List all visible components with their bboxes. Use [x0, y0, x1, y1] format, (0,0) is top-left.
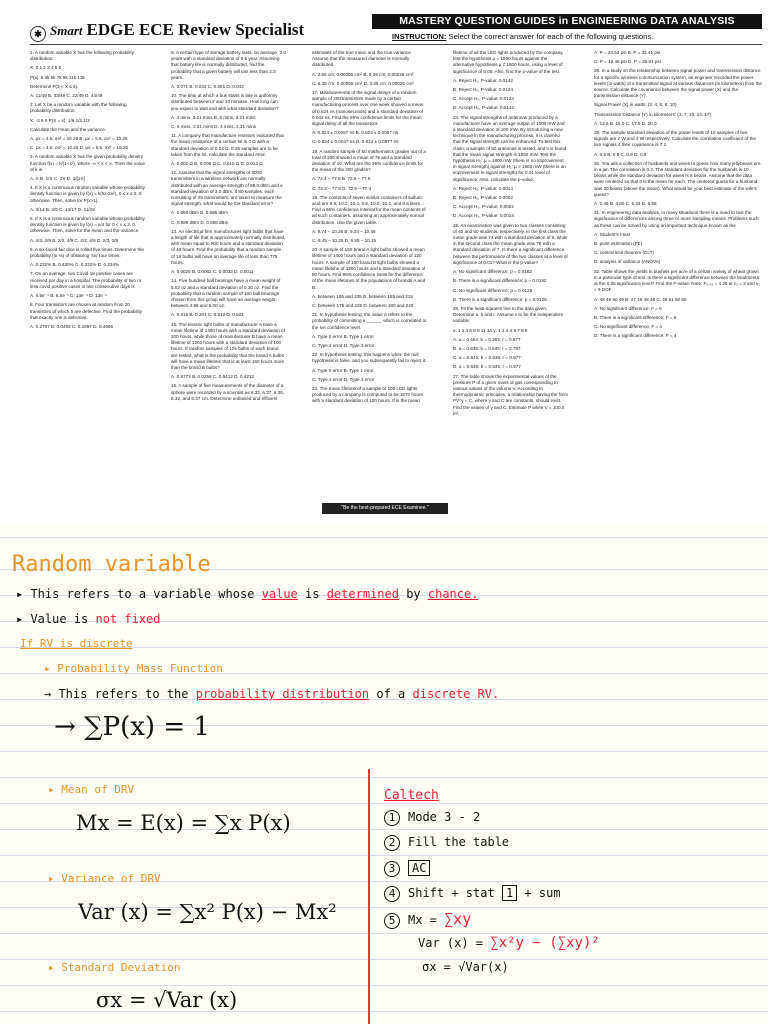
question-line: A. Type 0 error B. Type 1 error	[312, 333, 374, 339]
bullet-keyword-value: value	[261, 587, 298, 601]
key-1: 1	[502, 885, 517, 901]
question-line: A. π B. 1/π C. 2π D. 1/(2π)	[30, 176, 86, 182]
step-number: 1	[384, 810, 400, 826]
pmf-def-text: This refers to the	[58, 687, 189, 701]
question-line: A. 4 mins, 3.21 mins B. 6 mins, 3.21 mins	[171, 114, 256, 120]
mean-formula: Mx = E(x) = ∑x P(x)	[76, 811, 291, 835]
question-line: A. Reject H₀, P-value: 0.0014	[453, 185, 513, 191]
question-line: 29. The sample standard deviation of the power levels of 10 samples of two signals are 2 W and 4 W respectively. Calculate the correlation coefficient of the two signals if their covariance is 7.2.	[594, 130, 756, 148]
step-formula: ∑xy	[444, 910, 472, 928]
step-number: 4	[384, 886, 400, 902]
question-line: X: -3 6 9 P(X = x): 1/6 1/2 1/3	[30, 117, 90, 123]
definition-bullet: ▸ This refers to a variable whose value is determined by chance.	[16, 587, 479, 601]
question-line: C. 6 mins, 2.31 mins D. 4 mins, 2.31 mins	[171, 124, 257, 130]
question-line: C. P = 12.45 psi D. P = 25.91 psi	[594, 59, 661, 65]
brand-title: EDGE ECE Review Specialist	[86, 20, 305, 39]
sd-heading-text: Standard Deviation	[61, 961, 181, 974]
question-line: 12. Assume that the signal strengths of 3000 transmitters in a wireless network are normally distributed with an average strength of 88.0 dBm and a standard deviation of 3.0 dBm. If 80 samples, each consisting of 25 transmitters, are taken to measure the signal strength, what would be the standard error?	[171, 170, 283, 207]
variance-calc-label: Var (x) =	[418, 936, 484, 950]
pmf-sum-formula: → ∑P(x) = 1	[54, 712, 210, 742]
bullet-text-by: by	[406, 587, 421, 601]
question-line: D. Accept H₀, P-value: 0.0014	[453, 213, 514, 219]
question-line: A. 3/14 B. 4/5 C. 14/17 D. 11/28	[30, 206, 95, 212]
question-line: A. 3.65 cm; 0.00055 cm² B. 6.35 cm; 0.00025 cm²	[312, 71, 414, 77]
step-3	[384, 860, 430, 877]
question-line: B. a = 0.636; b = 0.545; r = 0.797	[453, 345, 521, 351]
question-line: C. Type 2 error D. Type 3 error	[312, 342, 375, 348]
question-line: 24. The signal strengths of antennas produced by a manufacturer have an average output of 1800 mW and a standard deviation of 100 mW. By introducing a new technique in the manufacturing process, it is claimed that the signal strength can be enhanced. To test this claim, a sample of 50 antennas is tested, and it is found that the mean signal strength is 1850 mW. Test the hypothesis H₀: μ = 1800 mW (there is no improvement in signal strength) against H₁: μ > 1800 mW (there is an improvement in signal strength) for 0.01 level of significance. Also, calculate the p-value.	[453, 114, 567, 182]
bullet-keyword-chance: chance.	[427, 587, 479, 601]
question-line: 30. You ask a collection of husbands and wives to guess how many jellybeans are in a jar. The correlation is 0.2. The standard deviation for the husbands is 10 beans while the standard deviation for wives is 8 beans. Assume that the data were centered so that 0 is the mean for each. The centered guess for a husband was 30 beans (above the mean). What would be your best estimate of the wife's guess?	[594, 160, 761, 197]
step-4	[384, 885, 561, 902]
pmf-definition: → This refers to the probability distribution of a discrete RV.	[44, 687, 500, 701]
question-line: A. a = 0.454; b = 0.363; r = 0.977	[453, 336, 521, 342]
question-column-5	[594, 50, 762, 495]
question-line: C. Accept H₀, P-value: 0.0124	[453, 96, 514, 102]
discrete-heading: If RV is discrete	[20, 637, 133, 650]
bullet-text: This refers to a variable whose	[30, 587, 255, 601]
question-line: B. There is a significant difference; p = 0.0182	[453, 278, 547, 284]
question-line: A. 0.002 Ω B. 0.006 Ω C. 0.010 Ω D. 0.012 Ω	[171, 161, 263, 167]
question-line: 28. In a study on the relationship between signal power and transmission distance for a specific wireless communication system, an engineer recorded the power levels (in watts) of a transmitted signal at various distances (in kilometers) from the source. Calculate the covariance between the signal power (X) and the transmission distance (Y).	[594, 68, 762, 99]
mean-heading: ▸ Mean of DRV	[48, 783, 135, 796]
question-line: A. No significant difference; p = 0.0182	[453, 269, 532, 275]
question-line: 3. A random variable X has the given probability density function f(x) = k/(1+x²), where -∞ < x < ∞. Then the value of k is	[30, 154, 145, 172]
question-line: A. 72.4 – 77.6 B. 72.5 – 77.5	[312, 176, 371, 182]
question-line: C. Type 2 error D. Type 3 error	[312, 376, 375, 382]
instruction-text: Select the correct answer for each of the following questions.	[448, 32, 654, 41]
pmf-heading: ▸ Probability Mass Function	[44, 662, 223, 675]
question-line: A. 0.071 B. 0.032 C. 0.081 D. 0.042	[171, 84, 244, 90]
pmf-label: Probability Mass Function	[57, 662, 223, 675]
question-line: 17. Measurements of the signal delays of a random sample of 200 transistors made by a certain manufacturing process over one week showed a mean of 0.824 ns (nanoseconds) and a standard deviation of 0.042 ns. Find the 95% confidence limits for the mean signal delay of all the transistors.	[312, 90, 424, 127]
bullet-text-value: Value is	[30, 612, 89, 626]
question-line: A. P = 24.53 psi B. P = 32.41 psi	[594, 50, 661, 55]
question-line: 10. The time at which a bus starts is late is uniformly distributed between 2 and 10 minutes. How long can you expect to wait and with what standard deviation?	[171, 93, 279, 111]
question-line: D. Accept H₀, P-value: 0.0142	[453, 105, 514, 111]
question-column-3	[312, 50, 427, 495]
question-line: B. Reject H₀, P-value: 0.0002	[453, 195, 513, 201]
question-line: P(x): k 3k 5k 7k 9k 11k 13k	[30, 74, 85, 80]
question-line: C. between 175 and 225 D. between 180 and 240	[312, 302, 414, 308]
question-line: A. between 165 and 235 B. between 185 and 215	[312, 293, 413, 299]
question-line: 20. A sample of 150 brand A light bulbs showed a mean lifetime of 1400 hours and a standard deviation of 120 hours. A sample of 100 brand B light bulbs showed a mean lifetime of 1200 hours and a standard deviation of 80 hours. Find 95% confidence limits for the difference of the mean lifetimes of the populations of brands A and B.	[312, 247, 426, 290]
question-line: A. Reject H₀, P-value: 0.0142	[453, 77, 513, 83]
question-line: D. analysis of variance (ANOVA)	[594, 259, 661, 265]
variance-heading-text: Variance of DRV	[61, 872, 161, 885]
question-line: 7. On an average, two Covid-19 positive cases are received per day in a hospital. The probability of two or less covid positive cases in two consecutive days is	[30, 271, 142, 289]
question-line: 5. If X is a continuous random variable whose probability density function is given by f(x) = x/4 for 0 < x ≤ 2, 0 otherwise. Then, solve for the mean and the variance.	[30, 216, 145, 234]
question-line: D. There is a significant difference; p = 0.0128	[453, 296, 547, 302]
question-line: 2. Let X be a random variable with the following probability distribution:	[30, 102, 127, 114]
question-line: A. Student's t-test	[594, 231, 631, 237]
question-column-2	[171, 50, 286, 495]
question-line: B. point estimation (PE)	[594, 241, 643, 247]
notes-title: Random variable	[12, 552, 211, 577]
question-line: 1. A random variable X has the following probability distribution:	[30, 50, 134, 62]
pmf-keyword-rv: discrete RV.	[412, 687, 500, 701]
question-column-1	[30, 50, 145, 495]
sheet-footer: "Be the best-prepared ECE Examinee."	[322, 503, 448, 514]
sd-heading: ▸ Standard Deviation	[48, 961, 181, 974]
question-line: C. 9.45 – 10.25 D. 9.85 – 10.15	[312, 238, 377, 244]
question-line: 16. A sample of five measurements of the diameter of a sphere were recorded by a scientist as 6.33, 6.37, 6.36, 6.32, and 6.37 cm. Determine unbiased and efficient	[171, 383, 285, 401]
question-line: Transmission Distance (Y) in kilometers: (3, 7, 10, 14, 17)	[594, 111, 712, 117]
question-line: Signal Power (X) in watts: (2, 4, 6, 8, 10)	[594, 102, 677, 108]
question-column-4	[453, 50, 568, 495]
step-number: 2	[384, 835, 400, 851]
question-line: 27. The table shows the experimental values of the pressure P of a given mass of gas corresponding to various values of the volume V. According to thermodynamic principles, a relationship having the form PV^γ = C, where γ and C are constants, should exist. Find the values of γ and C. Estimate P when V = 100.0 in³.	[453, 373, 568, 416]
step-text: Fill the table	[408, 835, 510, 849]
handwritten-notes	[0, 524, 768, 1024]
question-line: 13. An electrical firm manufactures light bulbs that have a length of life that is approximately normally distributed, with mean equal to 800 hours and a standard deviation of 40 hours. Find the probability that a random sample of 16 bulbs will have an average life of less than 775 hours.	[171, 228, 286, 265]
question-line: A: 48 49 50 49 B: 47 49 48 48 C: 49 51 50 50	[594, 296, 687, 302]
brand-logo	[30, 20, 304, 42]
step-number: 5	[384, 913, 400, 929]
question-line: lifetime of all the LED lights produced by the company, test the hypothesis μ = 1600 hours against the alternative hypothesis μ ≠ 1600 hours, using a level of significance of 0.05. Also, find the p-value of the test.	[453, 50, 564, 74]
pmf-keyword-distribution: probability distribution	[195, 687, 370, 701]
question-line: A. 6.5e⁻⁴ B. 6.5e⁻¹ C. 13e⁻⁴ D. 13e⁻¹	[30, 293, 107, 299]
question-line: D. There is a significant difference; F = 4	[594, 333, 677, 339]
question-line: 15. The electric light bulbs of manufacturer A have a mean lifetime of 1400 hours with a standard deviation of 200 hours, while those of manufacturer B have a mean lifetime of 1200 hours with a standard deviation of 100 hours. If random samples of 125 bulbs of each brand are tested, what is the probability that the brand A bulbs will have a mean lifetime that is at least 160 hours more than the brand B bulbs?	[171, 321, 285, 370]
question-line: 22. In hypothesis testing, this happens when the null hypothesis is false, and you subsequently fail to reject it.	[312, 352, 427, 364]
question-line: A. 9.74 – 10.26 B. 9.34 – 10.46	[312, 228, 376, 234]
step-tail: + sum	[524, 886, 561, 900]
step-text: Mx =	[408, 913, 437, 927]
question-line: C. 0.589 dBm D. 0.598 dBm	[171, 219, 229, 225]
header-divider	[30, 44, 762, 45]
sd-calc: σx = √Var(x)	[422, 960, 509, 974]
question-line: A. 0.0025 B. 0.0062 C. 0.0032 D. 0.0011	[171, 269, 254, 275]
question-line: A. 11/49 B. 33/49 C. 22/49 D. 44/49	[30, 93, 103, 99]
step-text: Shift + stat	[408, 886, 495, 900]
step-5	[384, 910, 471, 929]
question-line: A. 2.48 B. 4.80 C. 5.33 D. 6.58	[594, 201, 657, 207]
question-line: 21. In hypothesis testing, the value α refers to the probability of committing a ______ which is correlated to the set confidence level.	[312, 312, 427, 330]
question-line: 6. A six-faced fair dice is rolled five times. Determine the probability (in %) of obtaining 'six' four times.	[30, 246, 144, 259]
sd-formula: σx = √Var (x)	[96, 988, 238, 1012]
variance-heading: ▸ Variance of DRV	[48, 872, 161, 885]
ac-key: AC	[408, 860, 430, 876]
step-1	[384, 810, 480, 826]
sheet-header: MASTERY QUESTION GUIDES in ENGINEERING DATA ANALYSIS	[372, 14, 762, 29]
question-line: A. Type 0 error B. Type 1 error	[312, 367, 374, 373]
caltech-heading: Caltech	[384, 788, 439, 803]
question-line: 14. Five hundred ball bearings have a mean weight of 5.02 oz and a standard deviation of 0.30 oz. Find the probability that a random sample of 100 ball bearings chosen from this group will have an average weight, between 4.96 and 5.00 oz.	[171, 278, 281, 309]
question-line: B. There is a significant difference; F = 6	[594, 314, 677, 320]
question-line: C. 6.35 cm; 0.00055 cm² D. 3.35 cm; 0.00025 cm²	[312, 80, 414, 86]
step-number: 3	[384, 861, 400, 877]
question-line: 11. A company that manufacture resistors indicated that the mean resistance of a certain lot is 4 Ω with a standard deviation of 0.03 Ω. If 25 samples are to be taken from the lot, calculate the standard error.	[171, 133, 284, 157]
step-text: Mode 3 - 2	[408, 810, 481, 824]
question-line: A. 0.659 dBm B. 0.685 dBm	[171, 210, 228, 216]
question-line: A. 0.232% B. 0.430% C. 0.322% D. 0.234%	[30, 262, 120, 268]
bullet-text-is: is	[305, 587, 320, 601]
question-line: C. a = 0.545; b = 0.636; r = 0.977	[453, 355, 521, 361]
question-line: C. μx = 4.5, σx² = 10.25 D. μx = 5.5, σx² = 16.25	[30, 145, 129, 151]
question-line: A. 4/3, 2/9 B. 2/3, 4/9 C. 4/3, 4/9 D. 2/3, 2/9	[30, 237, 119, 243]
variance-formula: Var (x) = ∑x² P(x) − Mx²	[78, 900, 337, 924]
bullet-keyword-not-fixed: not fixed	[95, 612, 161, 626]
question-line: A. 12.5 B. 15.0 C. 17.5 D. 20.0	[594, 120, 657, 126]
pmf-def-text-of: of a	[376, 687, 406, 701]
question-line: 31. In engineering data analysis, in many situations there is a need to test the significance of differences among three or more sampling means. Problems such as these can be solved by using an important technique known as the	[594, 210, 759, 228]
question-line: x: 1 3 4 6 8 9 11 14 y: 1 2 4 4 5 7 8 9	[453, 327, 528, 333]
variance-calc-formula: ∑x²y − (∑xy)²	[490, 935, 600, 951]
bullet-keyword-determined: determined	[326, 587, 399, 601]
question-line: C. central limit theorem (CLT)	[594, 250, 654, 256]
question-line: 9. A certain type of storage battery lasts, on average, 3.0 years with a standard deviation of 0.5 year. Assuming that battery life is normally distributed, find the probability that a given battery will last less than 2.3 years.	[171, 50, 286, 80]
step-2	[384, 835, 509, 851]
question-line: A. No significant difference; F = 6	[594, 305, 662, 311]
question-line: B. Reject H₀, P-value: 0.0124	[453, 87, 513, 93]
instruction-label: INSTRUCTION:	[392, 32, 447, 41]
question-line: A. 0.824 ± 0.0057 ns B. 0.824 ± 0.0067 ns	[312, 130, 399, 136]
sum-formula-text: ∑P(x) = 1	[84, 712, 210, 742]
question-line: 4. If X is a continuous random variable whose probability density function is given by f(x) = k(5x-2x²), 0 ≤ x ≤ 2, 0 otherwise. Then, solve for P(x>1).	[30, 185, 145, 203]
question-line: 8. Four transistors are chosen at random from 20 transistors of which 5 are defective. Find the probability that exactly one is defective.	[30, 302, 143, 320]
question-line: 32. Table shows the yields in bushels per acre of a certain variety of wheat grown in a particular type of soil. Is there a significant difference between the treatments at the 0.05 significance level? Find the F-value. Note: F₀.₀₅ = 4.26 at n₁ = 2 and v₂ = 9 DOF.	[594, 268, 761, 293]
question-line: C. No significant difference; p = 0.0128	[453, 287, 533, 293]
notes-margin-line	[368, 769, 370, 1024]
question-line: C. 0.824 ± 0.0047 ns D. 0.824 ± 0.0077 ns	[312, 139, 399, 145]
question-line: A. 0.216 B. 0.281 C. 0.512 D. 0.521	[171, 312, 244, 318]
question-line: C. Accept H₀, P-value: 0.0002	[453, 204, 514, 210]
question-line: A. μx = 4.5, σx² = 16.25 B. μx = 5.5, σx² = 10.25	[30, 136, 128, 142]
question-line: Determine P(3 < X ≤ 6).	[30, 83, 79, 89]
mean-heading-text: Mean of DRV	[61, 783, 135, 796]
question-line: 23. The mean lifetime of a sample of 100 LED lights produced by a company is computed to be 1570 hours with a standard deviation of 120 hours. If is the mean	[312, 385, 423, 404]
seal-icon: ✱	[30, 26, 46, 42]
question-line: estimates of the true mean and the true variance. Assume that the measured diameter is normally distributed.	[312, 50, 413, 68]
question-line: C. 72.2 – 77.8 D. 72.6 – 77.4	[312, 185, 371, 191]
question-line: 19. The contents of seven similar containers of sulfuric acid are 9.8, 10.2, 10.4, 9.8, 10.0, 10.2, and 9.6 liters. Find a 95% confidence interval for the mean contents of all such containers, assuming an approximately normal distribution. Use the given table.	[312, 194, 426, 225]
question-line: A. 0.2787 B. 0.0493 C. 0.1897 D. 0.4696	[30, 323, 114, 329]
question-line: A. 0.6 B. 0.5 C. 0.8 D. 0.9	[594, 151, 647, 157]
question-line: C. No significant difference; F = 4	[594, 324, 662, 330]
question-line: D. a = 0.636; b = 0.545; r = 0.977	[453, 364, 521, 370]
question-line: 18. A random sample of 50 mathematics grades out of a total of 200 showed a mean of 75 and a standard deviation of 10. What are the 95% confidence limits for the mean of the 200 grades?	[312, 148, 426, 173]
question-line: 25. An examination was given to two classes consisting of 40 and 50 students, respectively. In the first class the mean grade was 74 with a standard deviation of 8, while in the second class the mean grade was 78 with a standard deviation of 7. Is there a significant difference between the performance of the two classes at a level of significance of 0.01? What is the p-value?	[453, 222, 568, 265]
instruction	[392, 32, 653, 41]
question-line: A. 0.9773 B. 0.0258 C. 0.9412 D. 0.4212	[171, 374, 255, 380]
question-line: 26. Fit the least-squares line to the data given. Determine a, b and r. Assume x to be the independent variable.	[453, 305, 563, 324]
question-line: Calculate the mean and the variance.	[30, 126, 107, 132]
brand-smart: Smart	[50, 23, 83, 38]
variance-calc	[418, 935, 600, 951]
question-line: X: 0 1 2 3 4 5 6	[30, 65, 62, 71]
fixed-bullet: ▸ Value is not fixed	[16, 612, 161, 626]
